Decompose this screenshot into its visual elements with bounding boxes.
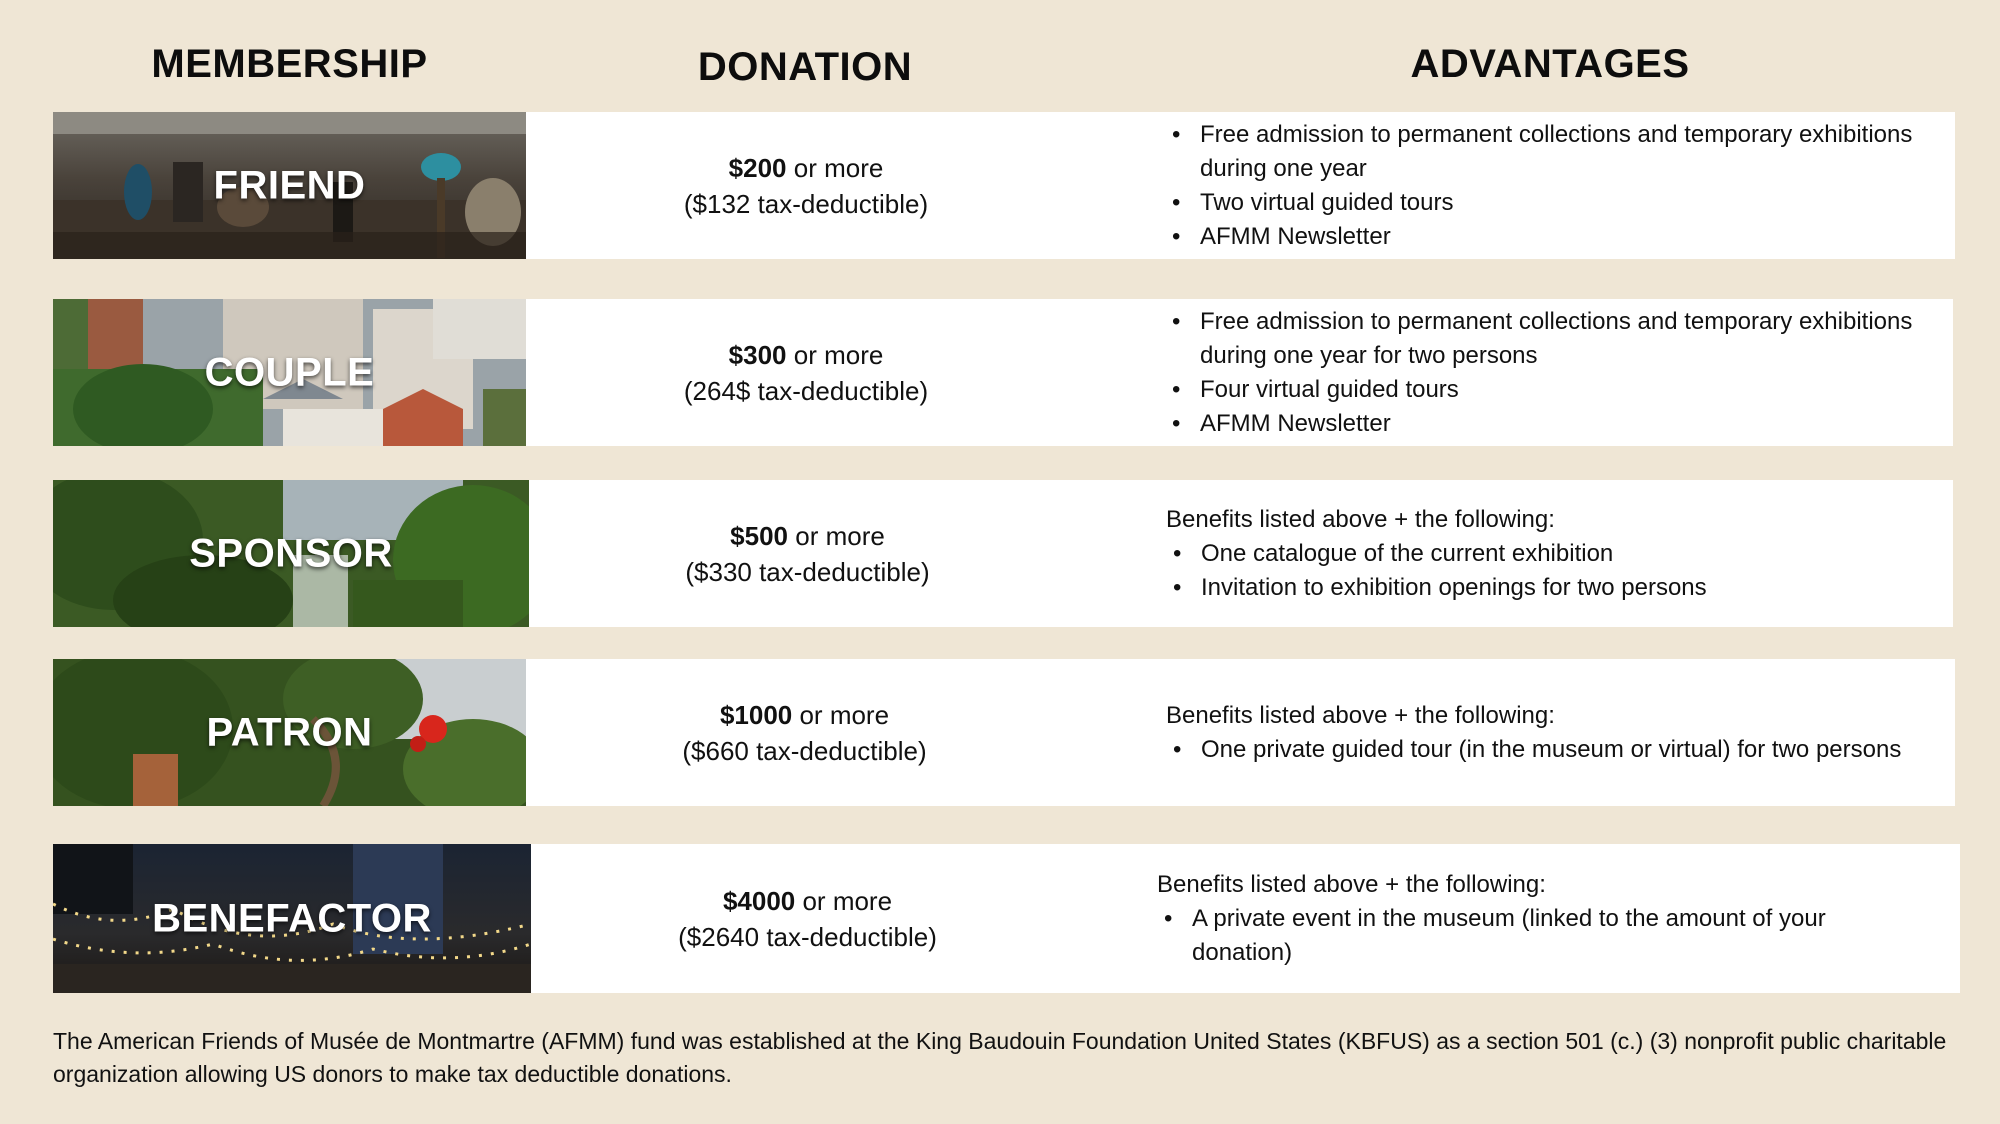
amount-suffix: or more (795, 885, 893, 916)
benefit-item: • Invitation to exhibition openings for two persons (1201, 571, 1943, 605)
donation-amount (531, 883, 1084, 955)
advantages-list (1156, 305, 1943, 441)
tax-deductible: ($660 tax-deductible) (682, 735, 927, 766)
advantages-header: ADVANTAGES (1410, 42, 1690, 86)
tier-row-sponsor (53, 480, 1953, 627)
amount-suffix: or more (786, 152, 884, 183)
amount-value: $1000 (719, 699, 793, 730)
footer-note: The American Friends of Musée de Montmartre (AFMM) fund was established at the King Baudouin Foundation United States (KBFUS) as a section 501 (c.) (3) nonprofit public charitable organization allowing US donors to make tax deductible donations. (53, 1028, 1947, 1087)
membership-header: MEMBERSHIP (151, 42, 428, 86)
tier-name: BENEFACTOR (152, 896, 432, 940)
amount-suffix: or more (786, 339, 884, 370)
amount-value: $500 (730, 520, 789, 551)
benefactor-panel (531, 844, 1960, 993)
amount-value: $300 (728, 339, 787, 370)
sponsor-panel (529, 480, 1953, 627)
tier-row-friend (53, 112, 1955, 259)
benefit-item: • A private event in the museum (linked to the amount of your donation) (1192, 902, 1880, 970)
donation-amount (529, 518, 1086, 590)
donation-header: DONATION (697, 45, 913, 89)
tier-name: FRIEND (213, 163, 366, 207)
benefit-item: • Free admission to permanent collections and temporary exhibitions during one year (1200, 118, 1945, 186)
benefit-item: • Free admission to permanent collections and temporary exhibitions during one year for two persons (1200, 305, 1943, 373)
donation-amount (526, 150, 1086, 222)
tier-row-benefactor (53, 844, 1960, 993)
tier-row-patron (53, 659, 1955, 806)
benefit-item: • AFMM Newsletter (1200, 407, 1943, 441)
friend-photo (53, 112, 526, 259)
benefits-intro: Benefits listed above + the following: (1157, 870, 1546, 898)
patron-photo (53, 659, 526, 806)
tier-name: SPONSOR (189, 531, 393, 575)
tax-deductible: ($330 tax-deductible) (685, 556, 930, 587)
tier-row-couple (53, 299, 1953, 446)
tax-deductible: ($132 tax-deductible) (683, 188, 929, 219)
patron-panel (526, 659, 1955, 806)
advantages-list (1147, 868, 1880, 970)
tier-name: COUPLE (204, 350, 375, 394)
advantages-list (1156, 699, 1945, 767)
amount-value: $4000 (722, 885, 796, 916)
couple-photo (53, 299, 526, 446)
couple-panel (526, 299, 1953, 446)
benefit-item: • One private guided tour (in the museum or virtual) for two persons (1201, 733, 1945, 767)
sponsor-photo (53, 480, 529, 627)
amount-suffix: or more (792, 699, 890, 730)
advantages-list (1156, 118, 1945, 254)
benefit-item: • AFMM Newsletter (1200, 220, 1945, 254)
benefit-item: • Two virtual guided tours (1200, 186, 1945, 220)
donation-amount (526, 697, 1083, 769)
benefactor-photo (53, 844, 531, 993)
benefits-intro: Benefits listed above + the following: (1166, 701, 1555, 729)
benefit-item: • Four virtual guided tours (1200, 373, 1943, 407)
tier-name: PATRON (206, 710, 373, 754)
donation-amount (526, 337, 1086, 409)
benefits-intro: Benefits listed above + the following: (1166, 505, 1555, 533)
benefit-item: • One catalogue of the current exhibition (1201, 537, 1943, 571)
amount-suffix: or more (788, 520, 885, 551)
tax-deductible: ($2640 tax-deductible) (678, 921, 937, 952)
advantages-list (1156, 503, 1943, 605)
amount-value: $200 (728, 152, 787, 183)
friend-panel (526, 112, 1955, 259)
tax-deductible: (264$ tax-deductible) (683, 375, 929, 406)
